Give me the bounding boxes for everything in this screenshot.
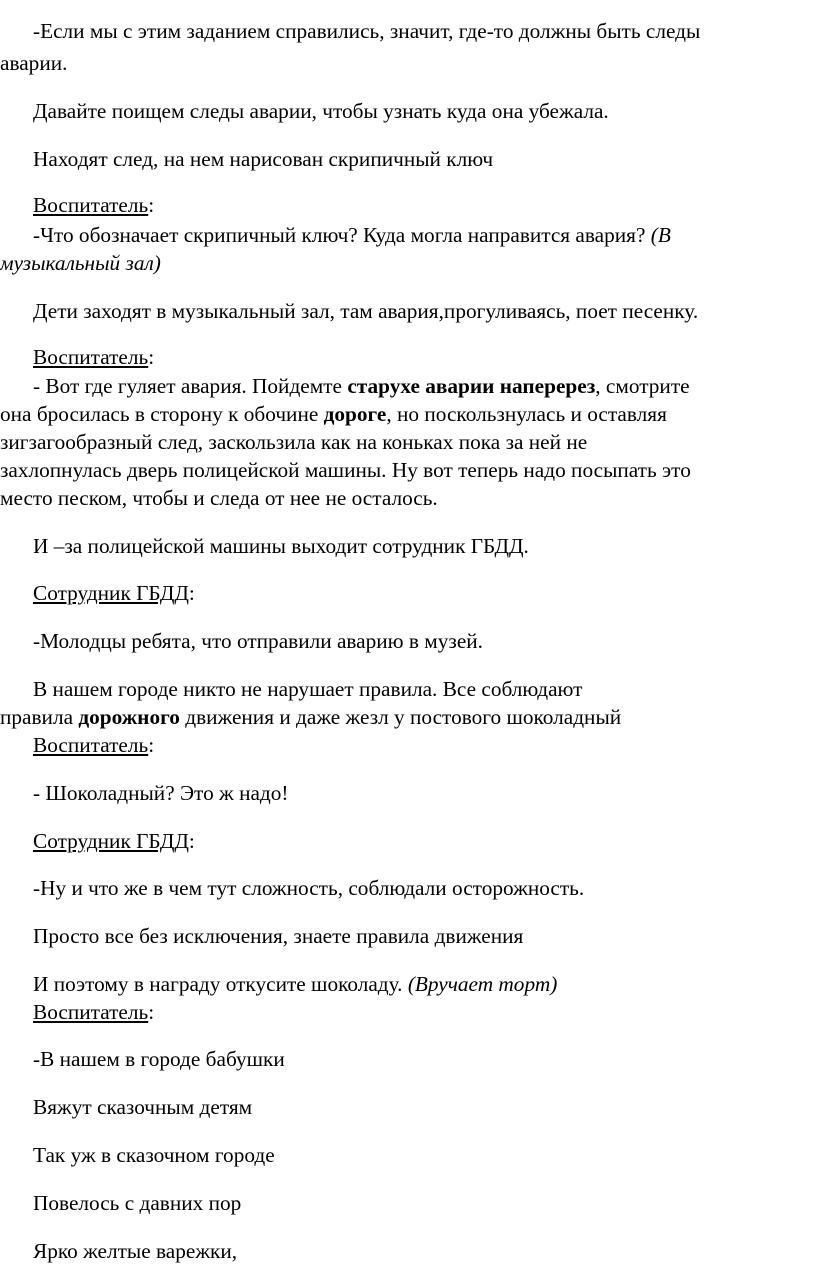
speaker-name: Сотрудник ГБДД <box>33 829 189 853</box>
text: место песком, чтобы и следа от нее не осталось. <box>0 486 438 510</box>
text: - Шоколадный? Это ж надо! <box>33 781 289 805</box>
text: Вяжут сказочным детям <box>33 1095 253 1119</box>
text: -В нашем в городе бабушки <box>33 1047 285 1071</box>
paragraph-line <box>33 19 700 44</box>
verse-line <box>33 1047 285 1072</box>
text: зигзагообразный след, заскользила как на коньках пока за ней не <box>0 430 588 454</box>
paragraph-line <box>0 402 667 427</box>
text: правила <box>0 705 74 729</box>
colon: : <box>148 345 155 369</box>
paragraph-line <box>0 486 438 511</box>
text: , смотрите <box>595 374 690 398</box>
verse-line <box>33 1143 275 1168</box>
speaker-line <box>33 193 154 218</box>
speaker-name: Воспитатель <box>33 345 149 369</box>
italic-text: (Вручает торт) <box>407 972 558 996</box>
colon: : <box>148 193 155 217</box>
italic-text: музыкальный зал) <box>0 251 161 275</box>
paragraph-line <box>33 534 529 559</box>
paragraph-line <box>0 430 587 455</box>
verse-line <box>33 1191 241 1216</box>
paragraph-line <box>33 374 690 399</box>
paragraph-line <box>33 147 493 172</box>
paragraph-line <box>33 924 523 949</box>
bold-text: дороге <box>323 402 387 426</box>
verse-line <box>33 1095 252 1120</box>
speaker-name: Воспитатель <box>33 733 149 757</box>
bold-text: старухе аварии наперерез <box>347 374 596 398</box>
text: Давайте поищем следы аварии, чтобы узнать куда она убежала. <box>33 99 609 123</box>
speaker-name: Сотрудник ГБДД <box>33 581 189 605</box>
verse-line <box>33 1239 237 1264</box>
paragraph-line <box>33 99 609 124</box>
speaker-line <box>33 829 195 854</box>
text: Повелось с давних пор <box>33 1191 242 1215</box>
text: захлопнулась дверь полицейской машины. Ну вот теперь надо посыпать это <box>0 458 691 482</box>
speaker-line <box>33 345 154 370</box>
paragraph-line <box>0 251 161 276</box>
text: , но поскользнулась и оставляя <box>386 402 667 426</box>
paragraph-line <box>33 299 698 324</box>
text: Ярко желтые варежки, <box>33 1239 238 1263</box>
text: аварии. <box>0 51 68 75</box>
paragraph-line <box>33 677 582 702</box>
paragraph-line <box>33 876 584 901</box>
colon: : <box>148 733 155 757</box>
text: И –за полицейской машины выходит сотрудник ГБДД. <box>33 534 529 558</box>
speaker-line <box>33 581 195 606</box>
paragraph-line <box>33 972 557 997</box>
text: И поэтому в награду откусите шоколаду. <box>33 972 403 996</box>
text: - Вот где гуляет авария. Пойдемте <box>33 374 342 398</box>
colon: : <box>188 581 195 605</box>
text: Дети заходят в музыкальный зал, там авария,прогуливаясь, поет песенку. <box>33 299 699 323</box>
italic-text: (В <box>650 223 671 247</box>
speaker-line <box>33 733 154 758</box>
colon: : <box>148 1000 155 1024</box>
text: Так уж в сказочном городе <box>33 1143 275 1167</box>
text: В нашем городе никто не нарушает правила. Все соблюдают <box>33 677 583 701</box>
paragraph-line <box>33 781 289 806</box>
text: -Ну и что же в чем тут сложность, соблюдали осторожность. <box>33 876 585 900</box>
text: -Если мы с этим заданием справились, значит, где-то должны быть следы <box>33 19 701 43</box>
colon: : <box>188 829 195 853</box>
bold-text: дорожного <box>78 705 180 729</box>
text: она бросилась в сторону к обочине <box>0 402 319 426</box>
text: Просто все без исключения, знаете правила движения <box>33 924 524 948</box>
speaker-name: Воспитатель <box>33 1000 149 1024</box>
text: -Что обозначает скрипичный ключ? Куда могла направится авария? <box>33 223 646 247</box>
speaker-line <box>33 1000 154 1025</box>
text: Находят след, на нем нарисован скрипичный ключ <box>33 147 494 171</box>
paragraph-line <box>0 458 691 483</box>
paragraph-line <box>33 629 483 654</box>
paragraph-line <box>0 705 621 730</box>
text: движения и даже жезл у постового шоколадный <box>185 705 622 729</box>
paragraph-line <box>33 223 671 248</box>
speaker-name: Воспитатель <box>33 193 149 217</box>
text: -Молодцы ребята, что отправили аварию в музей. <box>33 629 484 653</box>
paragraph-line <box>0 51 67 76</box>
